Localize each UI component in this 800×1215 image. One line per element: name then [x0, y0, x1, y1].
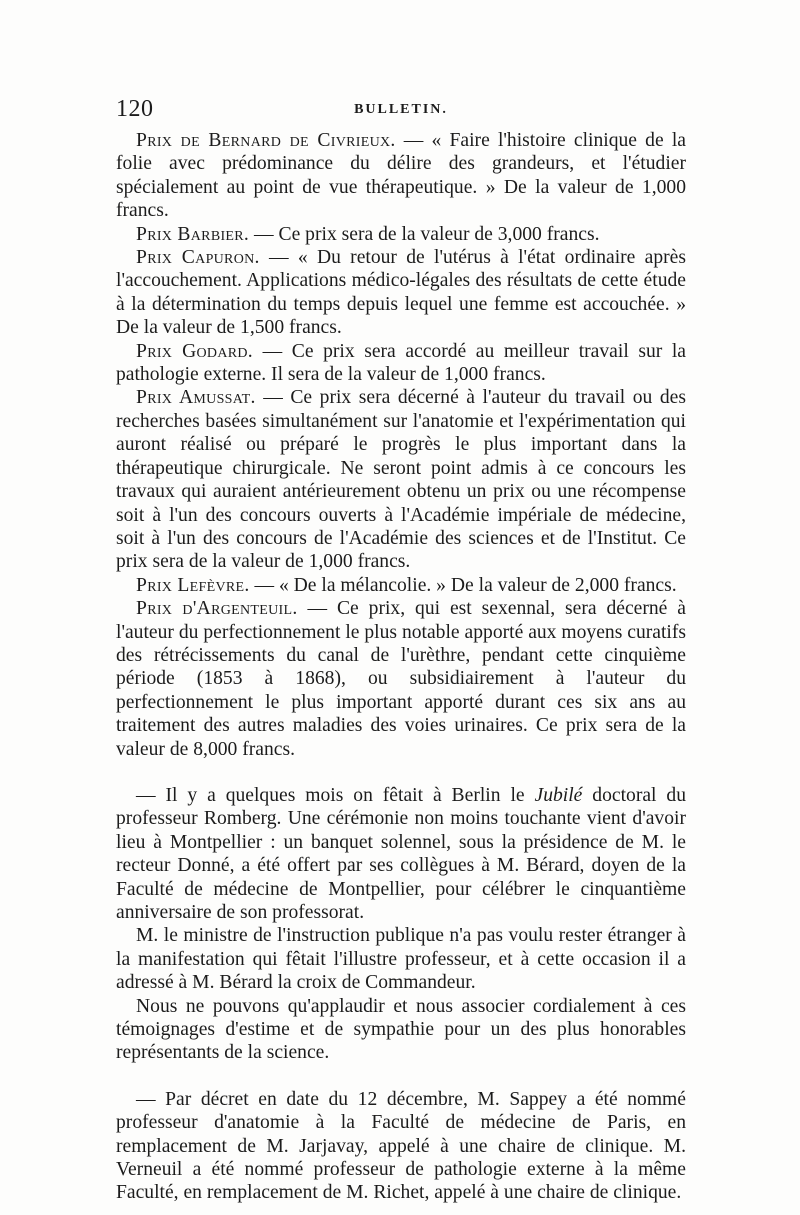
news-paragraph-applaudir: Nous ne pouvons qu'applaudir et nous associer cordialement à ces témoignages d'estime et de sympathie pour un des plus honorables représentants de la science.	[116, 995, 686, 1064]
prize-text: — Ce prix sera de la valeur de 3,000 francs.	[249, 223, 600, 245]
prize-name: Prix Amussat.	[136, 387, 256, 409]
prize-name: Prix Barbier.	[136, 223, 250, 245]
prize-name: Prix Lefèvre.	[136, 574, 250, 596]
prize-text: — Ce prix sera décerné à l'auteur du travail ou des recherches basées simultanément sur l'anatomie et l'expérimentation qui auront réalisé ou préparé le progrès le plus important dans la thérapeutique chirurgicale. Ne seront point admis à ce concours les travaux qui auraient antérieurement obtenu un prix ou une récompense soit à l'un des concours ouverts à l'Académie impériale de médecine, soit à l'un des concours de l'Académie des sciences et de l'Institut. Ce prix sera de la valeur de 1,000 francs.	[116, 387, 687, 573]
prize-paragraph-godard	[116, 340, 686, 387]
news-paragraph-romberg	[116, 784, 686, 924]
page-header	[116, 96, 686, 126]
prize-name: Prix de Bernard de Civrieux.	[136, 130, 396, 151]
prize-text: — « Faire l'histoire clinique de la folie avec prédominance du délire des grandeurs, et l'étudier spécialement au point de vue thérapeutique. » De la valeur de 1,000 francs.	[116, 130, 686, 222]
prize-paragraph-capuron	[116, 246, 686, 340]
prize-text: — Ce prix sera accordé au meilleur travail sur la pathologie externe. Il sera de la valeur de 1,000 francs.	[116, 340, 686, 386]
prize-name: Prix Godard.	[136, 340, 254, 362]
news-text: doctoral du professeur Romberg. Une cérémonie non moins touchante vient d'avoir lieu à Montpellier : un banquet solennel, sous la présidence de M. le recteur Donné, a été offert par ses collègues à M. Bérard, doyen de la Faculté de médecine de Montpellier, pour célébrer le cinquantième anniversaire de son professorat.	[116, 784, 686, 923]
prize-text: — « De la mélancolie. » De la valeur de 2,000 francs.	[249, 574, 677, 596]
prize-paragraph-barbier	[116, 223, 686, 246]
page-number: 120	[116, 96, 154, 122]
prize-paragraph-amussat	[116, 386, 686, 573]
prize-text: — Ce prix, qui est sexennal, sera décerné à l'auteur du perfectionnement le plus notable apporté aux moyens curatifs des rétrécissements du canal de l'urèthre, pendant cette cinquième période (1853 à 1868), ou subsidiairement à l'auteur du perfectionnement le plus important apporté durant ces six ans au traitement des autres maladies des voies urinaires. Ce prix sera de la valeur de 8,000 francs.	[116, 598, 686, 760]
page-body	[116, 129, 686, 1205]
prize-paragraph-argenteuil	[116, 597, 686, 761]
running-head: BULLETIN.	[354, 102, 448, 117]
prize-paragraph-lefevre	[116, 574, 686, 597]
prize-name: Prix d'Argenteuil.	[136, 598, 298, 620]
news-italic-word: Jubilé	[534, 784, 583, 806]
news-text: — Il y a quelques mois on fêtait à Berlin le	[136, 784, 535, 806]
prize-text: — « Du retour de l'utérus à l'état ordinaire après l'accouchement. Applications médico-légales des résultats de cette étude à la détermination du temps depuis lequel une femme est accouchée. » De la valeur de 1,500 francs.	[116, 247, 686, 339]
prize-name: Prix Capuron.	[136, 247, 260, 269]
news-paragraph-ministre: M. le ministre de l'instruction publique n'a pas voulu rester étranger à la manifestation qui fêtait l'illustre professeur, et à cette occasion il a adressé à M. Bérard la croix de Commandeur.	[116, 925, 686, 994]
prize-paragraph-civrieux	[116, 129, 686, 223]
news-paragraph-decret: — Par décret en date du 12 décembre, M. Sappey a été nommé professeur d'anatomie à la Faculté de médecine de Paris, en remplacement de M. Jarjavay, appelé à une chaire de clinique. M. Verneuil a été nommé professeur de pathologie externe à la même Faculté, en remplacement de M. Richet, appelé à une chaire de clinique.	[116, 1088, 686, 1204]
